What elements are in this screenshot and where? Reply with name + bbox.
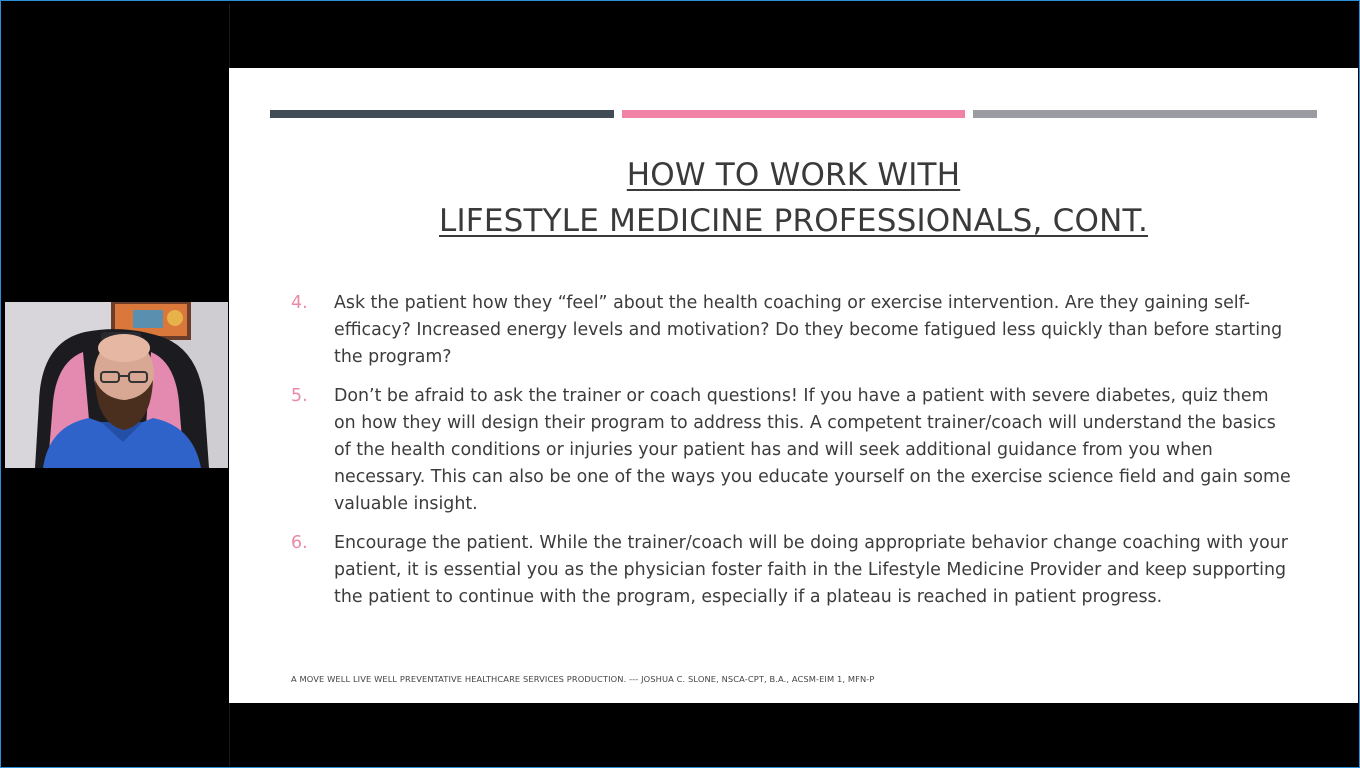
slide-title-line-1: HOW TO WORK WITH xyxy=(626,157,961,193)
list-item-text: Encourage the patient. While the trainer/coach will be doing appropriate behavior change coaching with your patient, it is essential you as the physician foster faith in the Lifestyle Medicine Provider and keep supporting the patient to continue with the program, especially if a plateau is reached in patient progress. xyxy=(334,533,1288,607)
list-item xyxy=(291,383,1291,518)
slide-title xyxy=(229,152,1358,244)
slide-footer: A MOVE WELL LIVE WELL PREVENTATIVE HEALTHCARE SERVICES PRODUCTION. --- JOSHUA C. SLONE, NSCA-CPT, B.A., ACSM-EIM 1, MFN-P xyxy=(291,674,875,684)
decor-bar-dark xyxy=(270,110,614,118)
list-item xyxy=(291,530,1291,611)
decor-bar-gray xyxy=(973,110,1317,118)
list-item-text: Ask the patient how they “feel” about the health coaching or exercise intervention. Are they gaining self-efficacy? Increased energy levels and motivation? Do they become fatigued less quickly than before starting the program? xyxy=(334,293,1283,367)
decor-bar-pink xyxy=(622,110,965,118)
slide-numbered-list xyxy=(291,290,1291,623)
presenter-video-image xyxy=(5,302,228,468)
list-item-number: 6. xyxy=(291,533,308,553)
webcam-video-tile[interactable] xyxy=(5,302,228,468)
list-item xyxy=(291,290,1291,371)
slide-title-line-2: LIFESTYLE MEDICINE PROFESSIONALS, CONT. xyxy=(438,203,1148,239)
presentation-slide xyxy=(229,68,1358,703)
list-item-number: 4. xyxy=(291,293,308,313)
list-item-text: Don’t be afraid to ask the trainer or coach questions! If you have a patient with severe diabetes, quiz them on how they will design their program to address this. A competent trainer/coach will understand the basics of the health conditions or injuries your patient has and will seek additional guidance from you when necessary. This can also be one of the ways you educate yourself on the exercise science field and gain some valuable insight. xyxy=(334,386,1291,514)
list-item-number: 5. xyxy=(291,386,308,406)
